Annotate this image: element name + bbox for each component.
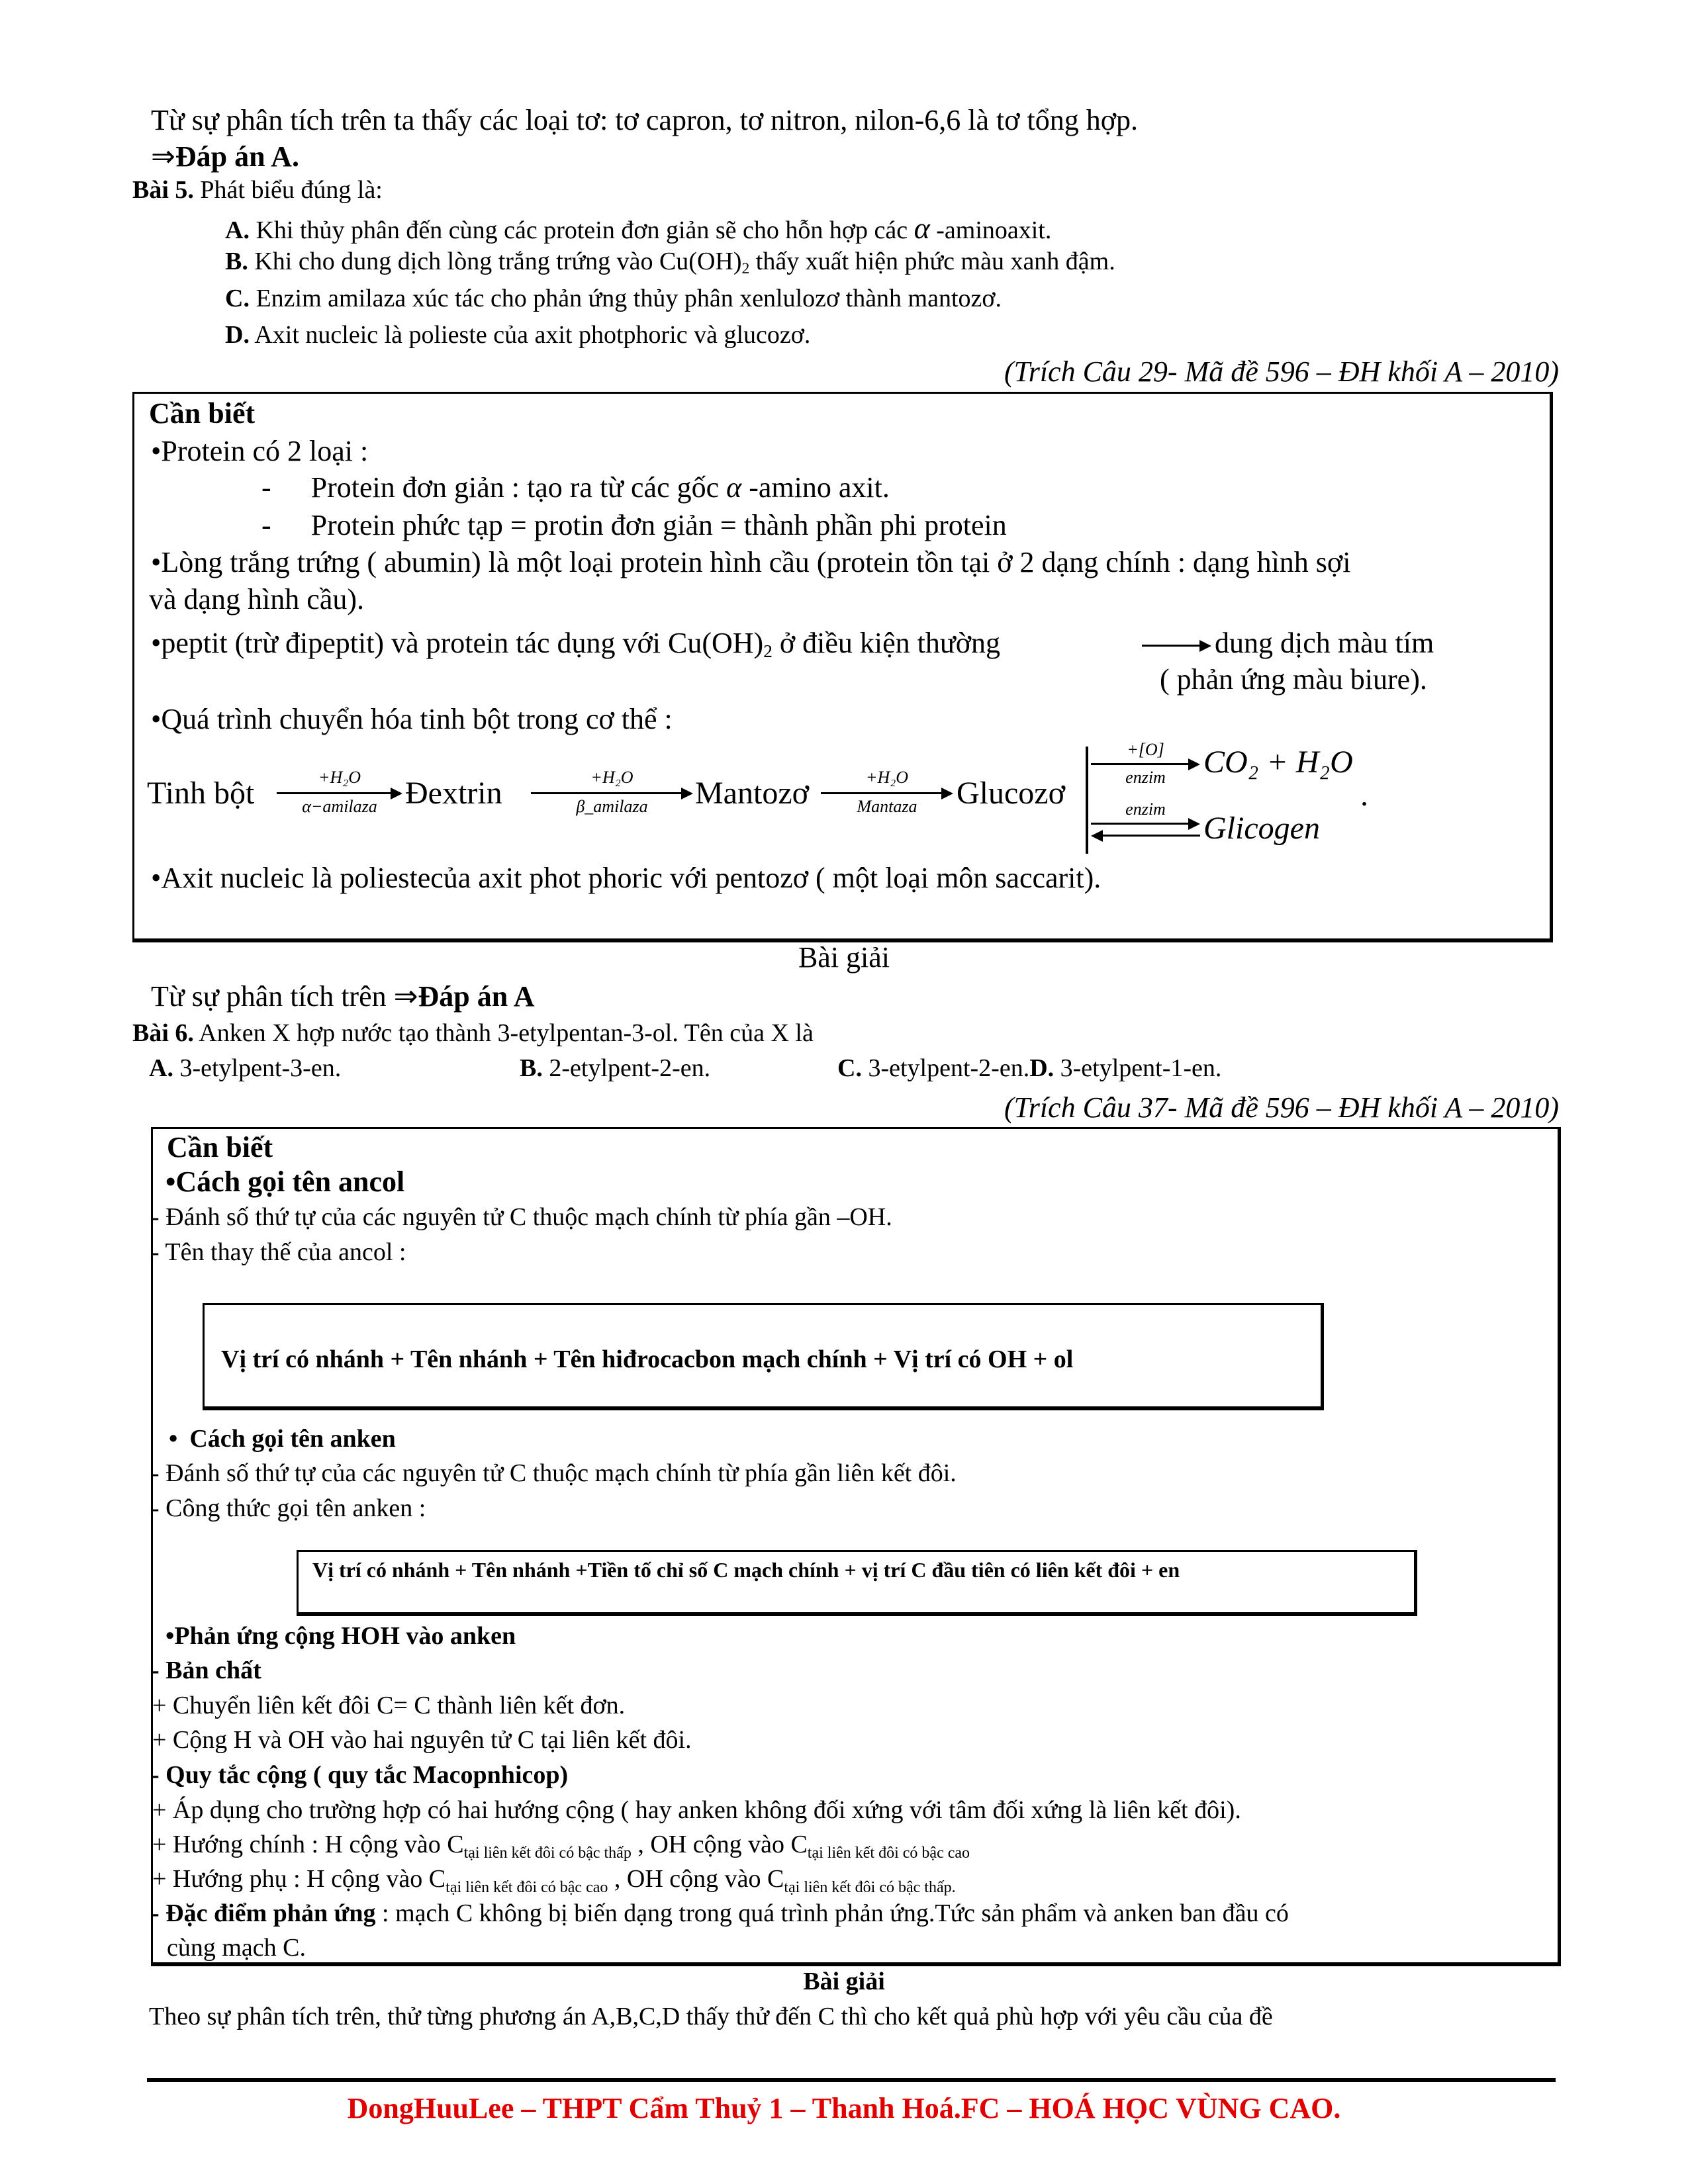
option-text: Khi thủy phân đến cùng các protein đơn giản sẽ cho hỗn hợp các — [249, 216, 914, 244]
bullet-icon: • — [151, 703, 162, 735]
question-label: Bài 5. — [132, 176, 194, 204]
alkene-rule-1: - Đánh số thứ tự của các nguyên tử C thuộc mạch chính từ phía gần liên kết đôi. — [151, 1459, 957, 1487]
conclusion-line: Từ sự phân tích trên ta thấy các loại tơ: tơ capron, tơ nitron, nilon-6,6 là tơ tổng hợp. — [151, 104, 1139, 136]
markovnikov-point-1: + Áp dụng cho trường hợp có hai hướng cộng ( hay anken không đối xứng với tâm đối xứng là liên kết đôi). — [152, 1796, 1241, 1824]
heading-alcohol-naming — [165, 1167, 404, 1197]
arrow-condition: +H₂O — [865, 768, 909, 787]
nature-point-1: + Chuyển liên kết đôi C= C thành liên kết đơn. — [152, 1692, 626, 1719]
reaction-arrow — [1142, 639, 1211, 653]
option-text: 2-etylpent-2-en. — [542, 1054, 711, 1082]
option-c-d — [837, 1056, 1221, 1081]
option-text: Enzim amilaza xúc tác cho phản ứng thủy phân xenlulozơ thành mantozơ. — [249, 285, 1002, 312]
species-dextrin: Đextrin — [405, 776, 502, 811]
bullet-text: Quá trình chuyển hóa tinh bột trong cơ thể : — [161, 703, 673, 735]
arrow-catalyst: enzim — [1125, 768, 1166, 787]
option-b — [225, 248, 1115, 277]
alcohol-rule-2: - Tên thay thế của ancol : — [151, 1238, 406, 1266]
question-text: Anken X hợp nước tạo thành 3-etylpentan-3-ol. Tên của X là — [193, 1019, 814, 1047]
bullet-biuret — [151, 627, 1000, 661]
bullet-egg-white-cont: và dạng hình cầu). — [149, 583, 364, 615]
option-text: -aminoaxit. — [929, 216, 1052, 244]
option-key: A. — [225, 216, 250, 244]
bullet-starch — [151, 705, 673, 734]
heading-alkene-naming — [169, 1426, 396, 1451]
option-key: A. — [149, 1054, 173, 1082]
question-6 — [132, 1021, 814, 1046]
heading-water-addition — [165, 1623, 516, 1649]
subheading-markovnikov: - Quy tắc cộng ( quy tắc Macopnhicop) — [151, 1761, 569, 1789]
feature-label: - Đặc điểm phản ứng — [151, 1899, 376, 1927]
alkene-formula: Vị trí có nhánh + Tên nhánh +Tiền tố chỉ số C mạch chính + vị trí C đầu tiên có liên kết đôi + en — [312, 1558, 1180, 1582]
option-key: D. — [225, 321, 250, 349]
solution-title: Bài giải — [798, 941, 890, 974]
markovnikov-minor-direction — [152, 1866, 956, 1895]
alpha-symbol: α — [914, 211, 930, 245]
arrow-catalyst: Mantaza — [857, 797, 917, 816]
species-maltose: Mantozơ — [695, 776, 810, 811]
implies-icon: ⇒ — [151, 140, 175, 173]
bullet-text: ở điều kiện thường — [772, 627, 1000, 659]
option-a — [149, 1056, 341, 1081]
option-key: B. — [225, 248, 248, 275]
heading-text: Phản ứng cộng HOH vào anken — [174, 1622, 516, 1650]
heading-text: Cách gọi tên anken — [189, 1425, 396, 1453]
dash-icon: - — [261, 471, 271, 504]
bullet-text: peptit (trừ đipeptit) và protein tác dụng với Cu(OH) — [161, 627, 764, 659]
arrow-condition: +H₂O — [318, 768, 361, 787]
option-text: 3-etylpent-2-en. — [861, 1054, 1030, 1082]
solution-6-text: Theo sự phân tích trên, thử từng phương án A,B,C,D thấy thử đến C thì cho kết quả phù hợp với yêu cầu của đề — [149, 2003, 1273, 2030]
dash-icon: - — [261, 509, 271, 541]
arrow-glycogen-equilibrium — [1091, 801, 1200, 847]
bullet-icon: • — [151, 546, 162, 578]
product-glycogen: Glicogen — [1203, 811, 1320, 846]
species-glucose: Glucozơ — [957, 776, 1065, 811]
answer-text: Đáp án A — [418, 980, 535, 1013]
subscript: tại liên kết đôi có bậc cao — [807, 1844, 970, 1862]
arrow-alpha-amylase — [277, 769, 402, 815]
bullet-icon: • — [151, 627, 162, 659]
subscript: 2 — [741, 259, 750, 277]
heading-text: Cách gọi tên ancol — [175, 1165, 405, 1198]
option-a — [225, 213, 1051, 244]
option-key: C. — [225, 285, 250, 312]
markovnikov-main-direction — [152, 1832, 970, 1861]
biuret-result: dung dịch màu tím — [1215, 627, 1434, 659]
box-title: Cần biết — [167, 1131, 273, 1163]
branch-bracket — [1086, 747, 1088, 854]
option-c — [225, 286, 1002, 311]
source-citation: (Trích Câu 37- Mã đề 596 – ĐH khối A – 2010) — [1004, 1091, 1559, 1124]
source-citation: (Trích Câu 29- Mã đề 596 – ĐH khối A – 2010) — [1004, 355, 1559, 388]
subheading-nature: - Bản chất — [151, 1657, 261, 1684]
subscript: 2 — [763, 641, 773, 661]
arrow-catalyst: β_amilaza — [576, 797, 648, 816]
solution-text: Từ sự phân tích trên — [151, 980, 394, 1013]
option-text: thấy xuất hiện phức màu xanh đậm. — [749, 248, 1115, 275]
option-b — [520, 1056, 710, 1081]
question-5 — [132, 177, 383, 203]
box-title: Cần biết — [149, 397, 256, 430]
arrow-beta-amylase — [531, 769, 693, 815]
bullet-icon: • — [165, 1622, 175, 1650]
bullet-text: Axit nucleic là poliestecủa axit phot phoric với pentozơ ( một loại môn saccarit). — [161, 862, 1102, 894]
option-text: 3-etylpent-3-en. — [173, 1054, 342, 1082]
product-co2-h2o: CO₂ + H₂O — [1203, 745, 1353, 780]
arrow-maltase — [821, 769, 953, 815]
footer-divider — [147, 2078, 1556, 2082]
solution-5-text — [151, 982, 535, 1011]
alcohol-rule-1: - Đánh số thứ tự của các nguyên tử C thuộc mạch chính từ phía gần –OH. — [151, 1203, 892, 1231]
subscript: tại liên kết đôi có bậc cao — [445, 1879, 608, 1896]
rule-text: , OH cộng vào C — [608, 1865, 784, 1893]
feature-text: : mạch C không bị biến dạng trong quá trình phản ứng.Tức sản phẩm và anken ban đầu có — [375, 1899, 1289, 1927]
arrow-oxidation — [1091, 741, 1200, 788]
arrow-condition: +H₂O — [590, 768, 633, 787]
answer-line — [151, 142, 299, 171]
item-text: Protein đơn giản : tạo ra từ các gốc — [310, 471, 727, 504]
item-text: Protein phức tạp = protin đơn giản = thành phần phi protein — [310, 509, 1007, 541]
solution-title: Bài giải — [803, 1968, 885, 1995]
alcohol-formula: Vị trí có nhánh + Tên nhánh + Tên hiđrocacbon mạch chính + Vị trí có OH + ol — [221, 1345, 1074, 1373]
footer-credit: DongHuuLee – THPT Cẩm Thuỷ 1 – Thanh Hoá.FC – HOÁ HỌC VÙNG CAO. — [347, 2092, 1341, 2124]
option-text: Khi cho dung dịch lòng trắng trứng vào Cu(OH) — [248, 248, 742, 275]
bullet-icon: • — [169, 1425, 178, 1453]
arrow-catalyst: enzim — [1125, 799, 1166, 819]
bullet-icon: • — [151, 435, 162, 467]
bullet-text: Protein có 2 loại : — [161, 435, 369, 467]
answer-text: Đáp án A. — [175, 140, 299, 173]
alkene-rule-2: - Công thức gọi tên anken : — [151, 1494, 426, 1522]
bullet-nucleic-acid — [151, 864, 1101, 893]
subscript: tại liên kết đôi có bậc thấp — [463, 1844, 632, 1862]
arrow-catalyst: α−amilaza — [302, 797, 377, 816]
item-text: -amino axit. — [741, 471, 890, 504]
alpha-symbol: α — [726, 471, 742, 504]
reaction-feature — [151, 1901, 1289, 1926]
bullet-protein-types — [151, 437, 368, 466]
bullet-text: Lòng trắng trứng ( abumin) là một loại protein hình cầu (protein tồn tại ở 2 dạng chính : dạng hình sợi — [161, 546, 1351, 578]
rule-text: + Hướng phụ : H cộng vào C — [152, 1865, 446, 1893]
option-text: Axit nucleic là polieste của axit photphoric và glucozơ. — [249, 321, 811, 349]
sub-item-complex-protein — [261, 511, 1007, 540]
rule-text: + Hướng chính : H cộng vào C — [152, 1831, 464, 1858]
question-text: Phát biểu đúng là: — [193, 176, 383, 204]
biuret-note: ( phản ứng màu biure). — [1160, 663, 1427, 696]
option-d — [225, 322, 810, 347]
species-starch: Tinh bột — [147, 776, 255, 811]
option-key: C. — [837, 1054, 862, 1082]
period: . — [1360, 778, 1368, 813]
rule-text: , OH cộng vào C — [631, 1831, 808, 1858]
bullet-egg-white — [151, 548, 1350, 577]
reaction-feature-cont: cùng mạch C. — [167, 1934, 306, 1962]
bullet-icon: • — [165, 1165, 176, 1198]
bullet-icon: • — [151, 862, 162, 894]
sub-item-simple-protein — [261, 473, 890, 502]
option-key: D. — [1029, 1054, 1055, 1082]
implies-icon: ⇒ — [393, 980, 418, 1013]
option-text: 3-etylpent-1-en. — [1054, 1054, 1222, 1082]
question-label: Bài 6. — [132, 1019, 194, 1047]
nature-point-2: + Cộng H và OH vào hai nguyên tử C tại liên kết đôi. — [152, 1726, 692, 1754]
option-key: B. — [520, 1054, 543, 1082]
arrow-condition: +[O] — [1127, 740, 1164, 759]
subscript: tại liên kết đôi có bậc thấp. — [784, 1879, 956, 1896]
